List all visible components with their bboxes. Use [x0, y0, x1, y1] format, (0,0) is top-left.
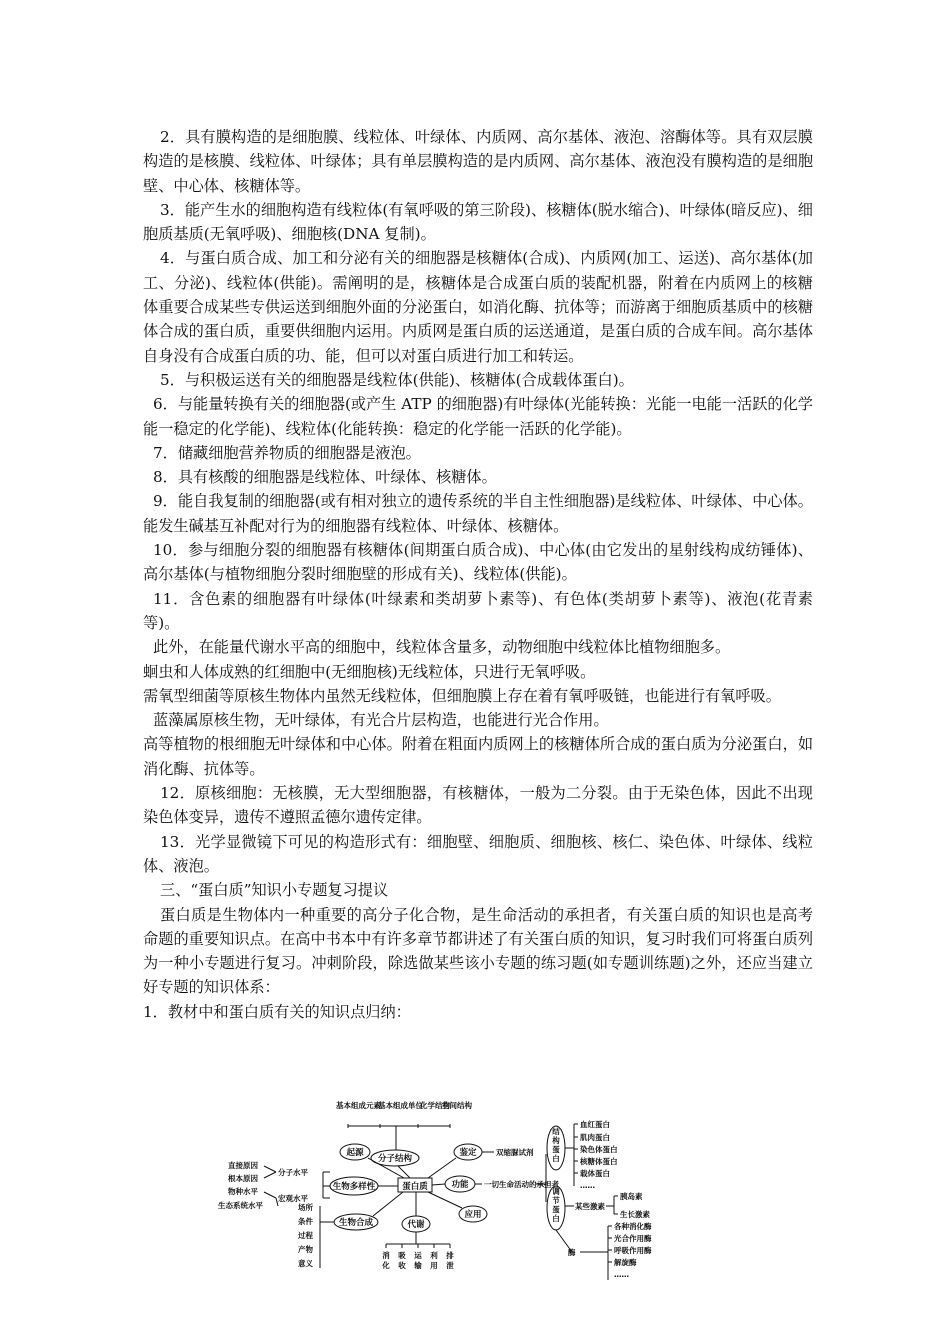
diagram-synthesis-term: 场所	[298, 1203, 313, 1212]
diagram-regulatory-protein	[551, 1186, 560, 1223]
diagram-metabolism-step: 消化	[382, 1251, 390, 1270]
diagram-synthesis-term: 意义	[298, 1259, 313, 1268]
diagram-top-term: 化学结构	[420, 1101, 450, 1110]
diagram-structural-protein-label: 结构蛋白	[552, 1127, 560, 1163]
diagram-hormone-item: 胰岛素	[620, 1192, 643, 1201]
diagram-top-term: 空间结构	[442, 1101, 472, 1110]
paragraph: 9．能自我复制的细胞器(或有相对独立的遗传系统的半自主性细胞器)是线粒体、叶绿体、中心体。能发生碱基互补配对行为的细胞器有线粒体、叶绿体、核糖体。	[143, 492, 813, 535]
document-body	[143, 125, 813, 1024]
paragraph: 蓝藻属原核生物，无叶绿体，有光合片层构造，也能进行光合作用。	[153, 711, 609, 730]
diagram-left-term: 物种水平	[228, 1187, 258, 1196]
diagram-structural-item: 血红蛋白	[580, 1120, 610, 1129]
diagram-synthesis-term: 过程	[298, 1231, 313, 1240]
diagram-left-term: 生态系统水平	[218, 1201, 263, 1210]
diagram-molecular-structure: 分子结构	[377, 1154, 413, 1164]
diagram-function: 功能	[451, 1180, 469, 1190]
paragraph: 13．光学显微镜下可见的构造形式有：细胞壁、细胞质、细胞核、核仁、染色体、叶绿体、线粒体、液泡。	[143, 832, 813, 875]
paragraph: 蛔虫和人体成熟的红细胞中(无细胞核)无线粒体，只进行无氧呼吸。	[143, 662, 596, 681]
diagram-synthesis-term: 条件	[298, 1217, 313, 1226]
diagram-enzyme-item: ……	[614, 1270, 629, 1279]
paragraph: 7．储藏细胞营养物质的细胞器是液泡。	[153, 443, 421, 462]
paragraph: 6．与能量转换有关的细胞器(或产生 ATP 的细胞器)有叶绿体(光能转换：光能一电能一活跃的化学能一稳定的化学能)、线粒体(化能转换：稳定的化学能一活跃的化学能)。	[143, 395, 813, 438]
diagram-protein-synthesis: 生物合成	[338, 1218, 374, 1228]
diagram-metabolism-step: 运输	[414, 1251, 422, 1270]
diagram-structural-protein	[551, 1126, 560, 1163]
diagram-hormone-item: 生长激素	[620, 1210, 650, 1219]
diagram-left-term: 根本原因	[228, 1174, 258, 1183]
diagram-origin: 起源	[346, 1148, 364, 1158]
diagram-life-bearer: 一切生命活动的承担者	[484, 1180, 559, 1189]
diagram-hormone: 某些激素	[575, 1202, 605, 1211]
diagram-regulatory-protein-label: 调节蛋白	[552, 1187, 560, 1223]
paragraph: 11．含色素的细胞器有叶绿体(叶绿素和类胡萝卜素等)、有色体(类胡萝卜素等)、液泡(花青素等)。	[143, 589, 813, 632]
paragraph: 高等植物的根细胞无叶绿体和中心体。附着在粗面内质网上的核糖体所合成的蛋白质为分泌蛋白，如消化酶、抗体等。	[143, 735, 813, 778]
diagram-identification: 鉴定	[459, 1148, 477, 1158]
diagram-metabolism-step: 吸收	[398, 1251, 406, 1270]
diagram-enzyme-item: 解旋酶	[614, 1258, 637, 1267]
diagram-center: 蛋白质	[402, 1182, 428, 1192]
paragraph: 5．与积极运送有关的细胞器是线粒体(供能)、核糖体(合成载体蛋白)。	[160, 370, 634, 389]
diagram-metabolism-step: 排泄	[446, 1251, 454, 1270]
diagram-molecular-level: 分子水平	[278, 1168, 308, 1177]
diagram-left-term: 直接原因	[228, 1161, 258, 1170]
diagram-enzyme-item: 呼吸作用酶	[614, 1246, 652, 1255]
diagram-synthesis-term: 产物	[298, 1245, 313, 1254]
diagram-top-term: 基本组成单位	[378, 1101, 423, 1110]
diagram-biuret: 双缩脲试剂	[496, 1148, 534, 1157]
diagram-structural-item: 载体蛋白	[580, 1169, 610, 1178]
paragraph: 1．教材中和蛋白质有关的知识点归纳：	[143, 1002, 411, 1021]
diagram-metabolism-step: 利用	[430, 1251, 438, 1270]
diagram-structural-item: ……	[580, 1181, 595, 1190]
diagram-enzyme: 酶	[568, 1248, 576, 1257]
diagram-structural-item: 核糖体蛋白	[580, 1157, 618, 1166]
paragraph: 此外，在能量代谢水平高的细胞中，线粒体含量多，动物细胞中线粒体比植物细胞多。	[153, 638, 731, 657]
diagram-enzyme-item: 光合作用酶	[614, 1234, 652, 1243]
paragraph: 12．原核细胞：无核膜，无大型细胞器，有核糖体，一般为二分裂。由于无染色体，因此不出现染色体变异，遗传不遵照孟德尔遗传定律。	[143, 784, 813, 827]
diagram-application: 应用	[464, 1210, 482, 1220]
paragraph: 三、“蛋白质”知识小专题复习提议	[160, 881, 389, 900]
paragraph: 2．具有膜构造的是细胞膜、线粒体、叶绿体、内质网、高尔基体、液泡、溶酶体等。具有双层膜构造的是核膜、线粒体、叶绿体；具有单层膜构造的是内质网、高尔基体、液泡没有膜构造的是细胞壁、中心体、核糖体等。	[143, 128, 813, 195]
protein-knowledge-diagram	[218, 1098, 658, 1286]
diagram-biodiversity: 生物多样性	[332, 1182, 376, 1192]
diagram-macro-level: 宏观水平	[278, 1194, 308, 1203]
paragraph: 8．具有核酸的细胞器是线粒体、叶绿体、核糖体。	[153, 468, 497, 487]
paragraph: 需氧型细菌等原核生物体内虽然无线粒体，但细胞膜上存在着有氧呼吸链，也能进行有氧呼吸。	[143, 686, 781, 705]
diagram-enzyme-item: 各种消化酶	[614, 1222, 652, 1231]
diagram-top-term: 基本组成元素	[336, 1101, 381, 1110]
diagram-structural-item: 肌肉蛋白	[580, 1133, 610, 1142]
diagram-metabolism: 代谢	[407, 1220, 425, 1230]
paragraph: 4．与蛋白质合成、加工和分泌有关的细胞器是核糖体(合成)、内质网(加工、运送)、高尔基体(加工、分泌)、线粒体(供能)。需阐明的是，核糖体是合成蛋白质的装配机器，附着在内质网上的核糖体重要合成某些专供运送到细胞外面的分泌蛋白，如消化酶、抗体等；而游离于细胞质基质中的核糖体合成的蛋白质，重要供细胞内运用。内质网是蛋白质的运送通道，是蛋白质的合成车间。高尔基体自身没有合成蛋白质的功、能，但可以对蛋白质进行加工和转运。	[143, 249, 813, 365]
diagram-structural-item: 染色体蛋白	[580, 1145, 618, 1154]
diagram-metabolism-steps	[381, 1250, 454, 1270]
paragraph: 3．能产生水的细胞构造有线粒体(有氧呼吸的第三阶段)、核糖体(脱水缩合)、叶绿体(暗反应)、细胞质基质(无氧呼吸)、细胞核(DNA 复制)。	[143, 200, 813, 244]
paragraph: 蛋白质是生物体内一种重要的高分子化合物，是生命活动的承担者，有关蛋白质的知识也是高考命题的重要知识点。在高中书本中有许多章节都讲述了有关蛋白质的知识，复习时我们可将蛋白质列为一种小专题进行复习。冲刺阶段，除选做某些该小专题的练习题(如专题训练题)之外，还应当建立好专题的知识体系：	[143, 905, 813, 997]
paragraph: 10．参与细胞分裂的细胞器有核糖体(间期蛋白质合成)、中心体(由它发出的星射线构成纺锤体)、高尔基体(与植物细胞分裂时细胞壁的形成有关)、线粒体(供能)。	[143, 541, 813, 584]
